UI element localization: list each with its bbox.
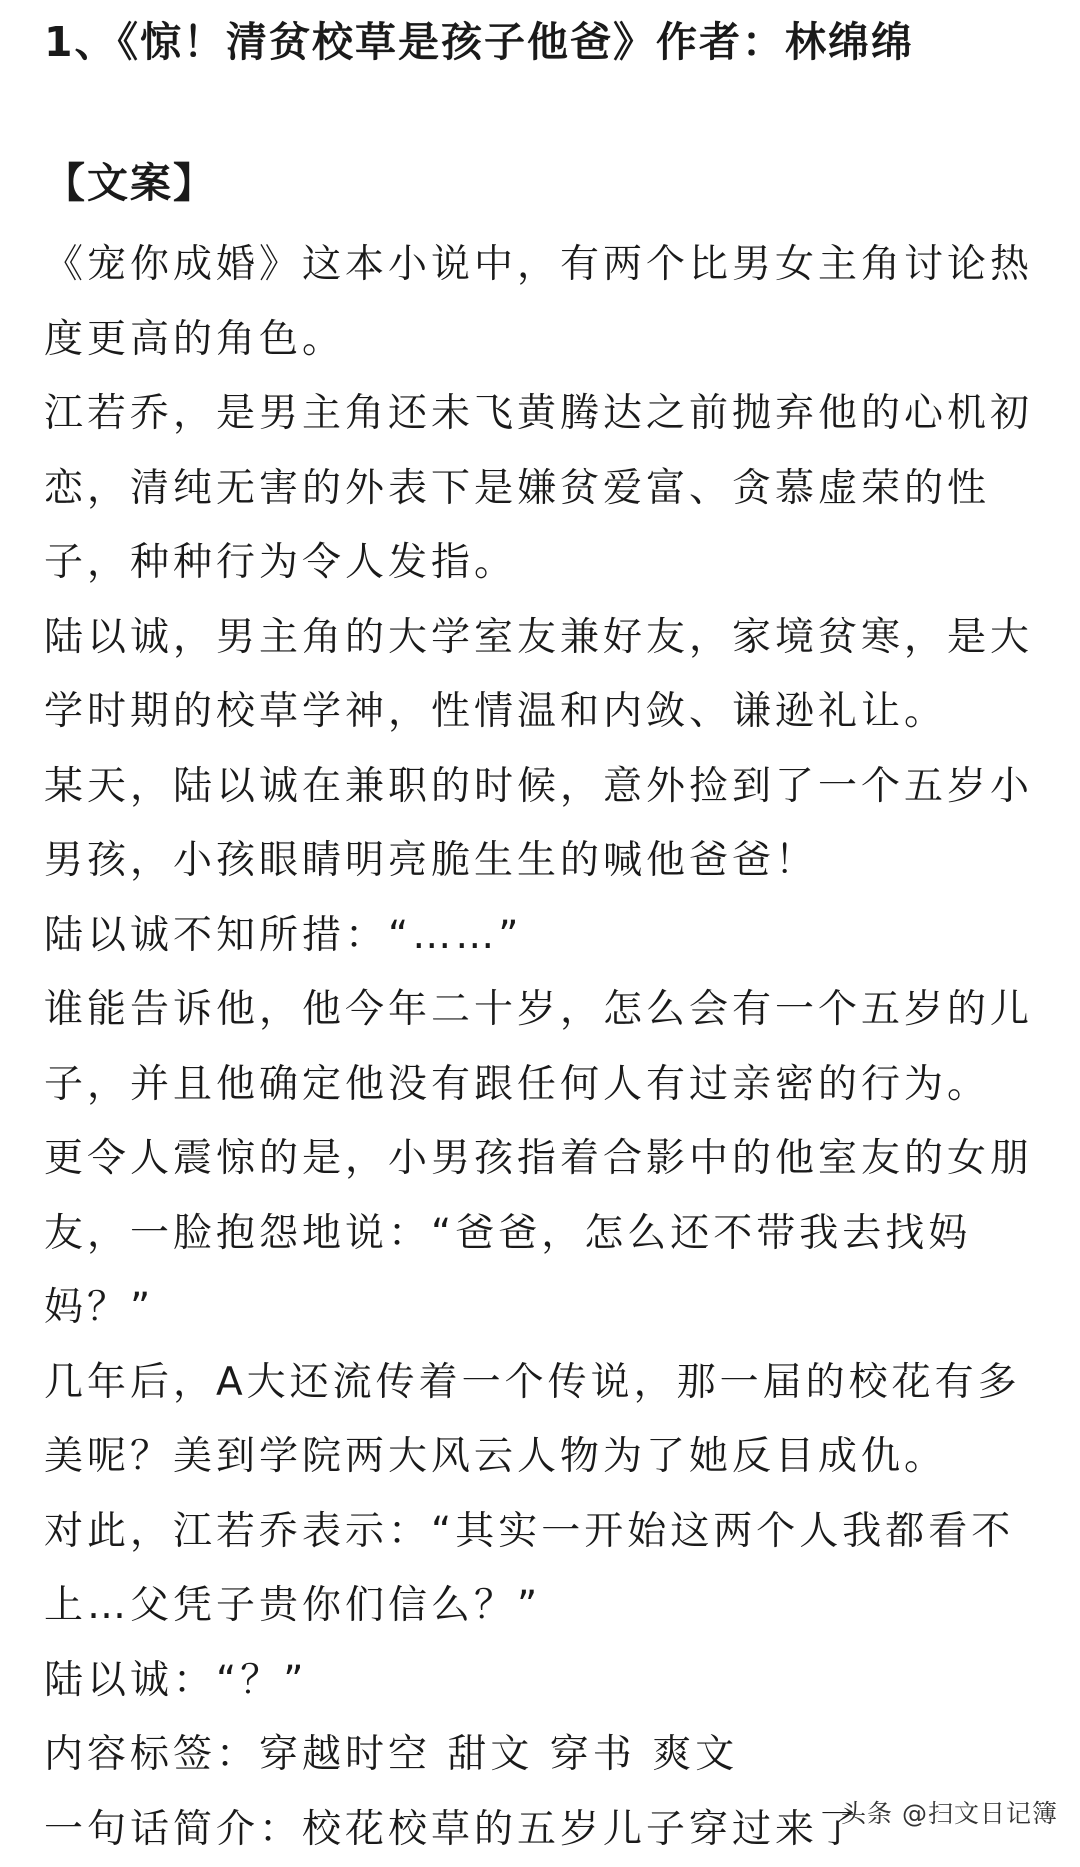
synopsis-body: [44, 228, 1044, 1867]
section-label: 【文案】: [44, 155, 216, 211]
synopsis-paragraph: 陆以诚不知所措：“……”: [44, 899, 1044, 974]
synopsis-paragraph: 几年后，A大还流传着一个传说，那一届的校花有多美呢？美到学院两大风云人物为了她反目成仇。: [44, 1346, 1044, 1495]
synopsis-paragraph: 更令人震惊的是，小男孩指着合影中的他室友的女朋友，一脸抱怨地说：“爸爸，怎么还不带我去找妈妈？”: [44, 1122, 1044, 1346]
synopsis-paragraph: 江若乔，是男主角还未飞黄腾达之前抛弃他的心机初恋，清纯无害的外表下是嫌贫爱富、贪慕虚荣的性子，种种行为令人发指。: [44, 377, 1044, 601]
synopsis-paragraph: 《宠你成婚》这本小说中，有两个比男女主角讨论热度更高的角色。: [44, 228, 1044, 377]
content-tags: 内容标签：穿越时空 甜文 穿书 爽文: [44, 1718, 1044, 1793]
book-title: 1、《惊！清贫校草是孩子他爸》作者：林绵绵: [44, 14, 1054, 70]
synopsis-paragraph: 对此，江若乔表示：“其实一开始这两个人我都看不上…父凭子贵你们信么？”: [44, 1495, 1044, 1644]
synopsis-paragraph: 陆以诚：“？”: [44, 1644, 1044, 1719]
synopsis-paragraph: 陆以诚，男主角的大学室友兼好友，家境贫寒，是大学时期的校草学神，性情温和内敛、谦逊礼让。: [44, 601, 1044, 750]
watermark: 头条 @扫文日记簿: [841, 1794, 1058, 1830]
synopsis-paragraph: 某天，陆以诚在兼职的时候，意外捡到了一个五岁小男孩，小孩眼睛明亮脆生生的喊他爸爸！: [44, 750, 1044, 899]
synopsis-paragraph: 谁能告诉他，他今年二十岁，怎么会有一个五岁的儿子，并且他确定他没有跟任何人有过亲密的行为。: [44, 973, 1044, 1122]
one-line-summary: 一句话简介：校花校草的五岁儿子穿过来了: [44, 1793, 1044, 1867]
